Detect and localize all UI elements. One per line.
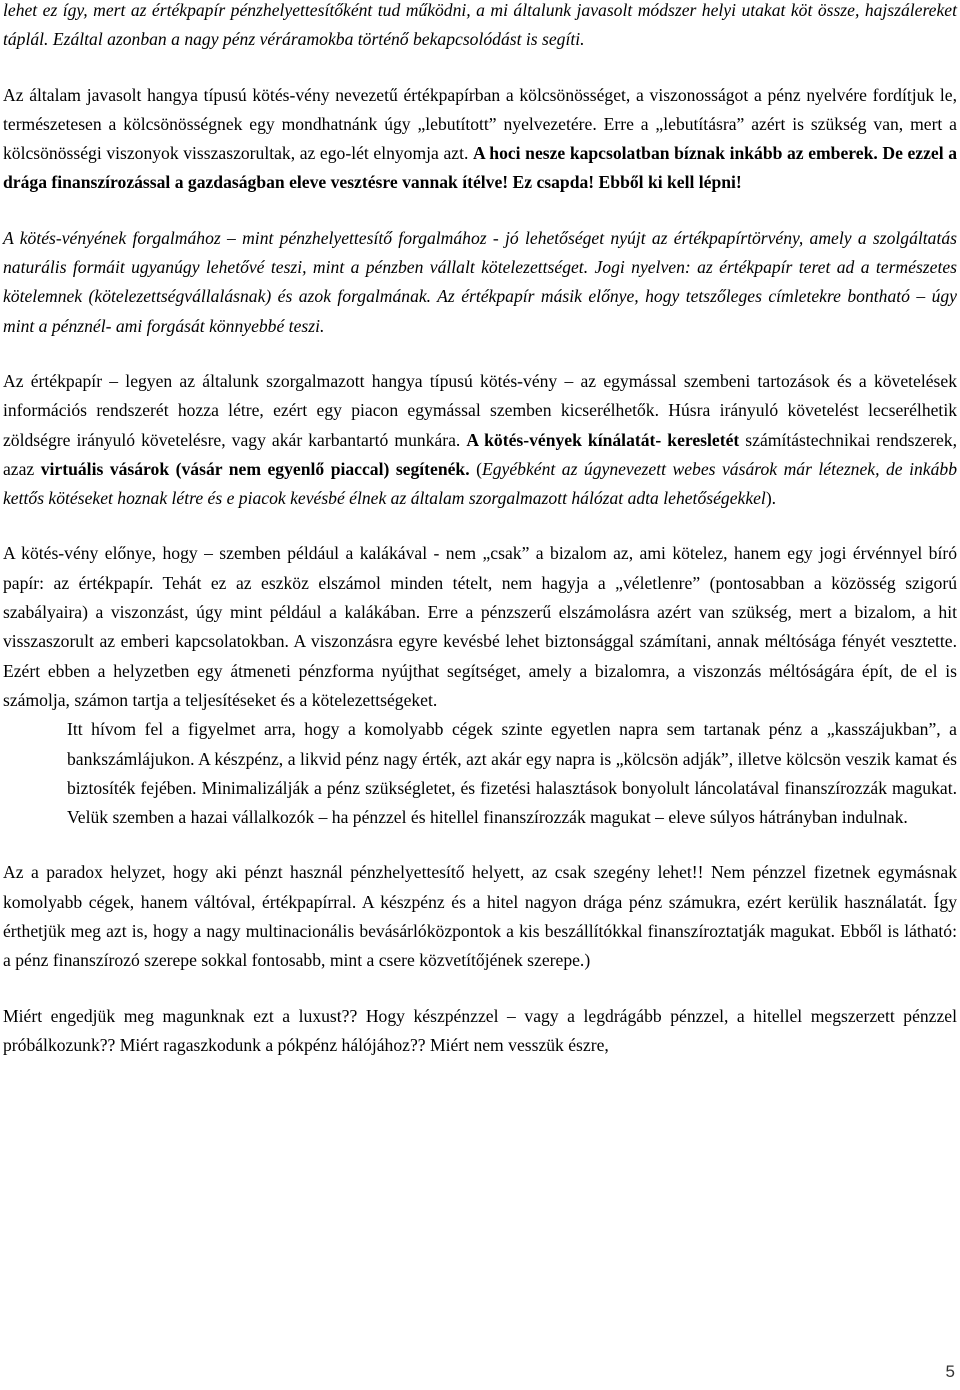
paragraph-why [3, 1002, 957, 1061]
bold-text-run: virtuális vásárok (vásár nem egyenlő piaccal) segítenék. [40, 458, 470, 479]
document-page [3, 0, 957, 1060]
text-run: ( [469, 458, 482, 479]
bold-text-run: A kötés-vények kínálatát- keresletét [466, 429, 740, 450]
paragraph-attention [3, 715, 957, 832]
paragraph-paradox [3, 858, 957, 975]
italic-text-run: lehet ez így, mert az értékpapír pénzhelyettesítőként tud működni, a mi általunk javasolt módszer helyi utakat köt össze, hajszálereket táplál. Ezáltal azonban a nagy pénz véráramokba történő bekapcsolódást is segíti. [3, 0, 957, 50]
paragraph-hangya-type [3, 81, 957, 198]
paragraph-securities [3, 367, 957, 513]
text-run: Miért engedjük meg magunknak ezt a luxust?? Hogy készpénzzel – vagy a legdrágább pénzzel, a hitellel megszerzett pénzzel próbálkozunk?? Miért ragaszkodunk a pókpénz hálójához?? Miért nem vesszük észre, [3, 1005, 957, 1055]
text-run: Itt hívom fel a figyelmet arra, hogy a komolyabb cégek szinte egyetlen napra sem tartanak pénz a „kasszájukban”, a bankszámlájukon. A készpénz, a likvid pénz nagy érték, azt akár egy napra is „kölcsön adják”, illetve kölcsön veszik kamat és biztosíték fejében. Minimalizálják a pénz szükségletet, és fizetési halasztások bonyolult láncolatával finanszírozzák magukat. Velük szemben a hazai vállalkozók – ha pénzzel és hitellel finanszírozzák magukat – eleve súlyos hátrányban indulnak. [67, 719, 957, 828]
paragraph-advantage [3, 539, 957, 715]
page-number: 5 [945, 1361, 955, 1381]
paragraph-circulation [3, 224, 957, 341]
italic-text-run: A kötés-vényének forgalmához – mint pénzhelyettesítő forgalmához - jó lehetőséget nyújt az értékpapírtörvény, amely a szolgáltatás naturális formáit ugyanúgy lehetővé teszi, mint a pénzben vállalt kötelezettséget. Jogi nyelven: az értékpapír teret ad a természetes kötelemnek (kötelezettségvállalásnak) és azok forgalmának. Az értékpapír másik előnye, hogy tetszőleges címletekre bontható – úgy mint a pénznél- ami forgását könnyebbé teszi. [3, 227, 957, 336]
text-run: Az a paradox helyzet, hogy aki pénzt használ pénzhelyettesítő helyett, az csak szegény lehet!! Nem pénzzel fizetnek egymásnak komolyabb cégek, hanem váltóval, értékpapírral. A készpénz és a hitel nagyon drága pénz számukra, ezért kerülik használatát. Így érthetjük meg azt is, hogy a nagy multinacionális bevásárlóközpontok a kis beszállítókkal finanszíroztatják magukat. Ebből is látható: a pénz finanszírozó szerepe sokkal fontosabb, mint a csere közvetítőjének szerepe.) [3, 862, 957, 971]
paragraph-intro-end [3, 0, 957, 55]
text-run: Az általam javasolt hangya típusú kötés-vény nevezetű értékpapírban a kölcsönösséget, a viszonosságot a pénz nyelvére fordítjuk le, természetesen a kölcsönösségnek egy mondhatnánk úgy „lebutított” nyelvezetére. Erre a „lebutításra” azért is szükség van, mert a kölcsönösségi viszonyok visszaszorultak, az ego-lét elnyomja azt. [3, 84, 957, 164]
text-run: Az értékpapír – legyen az általunk szorgalmazott hangya típusú kötés-vény – az egymással szembeni tartozások és a követelések információs rendszerét hozza létre, ezért egy piacon egymással szemben kicserélhetők. Húsra irányuló követelést lecserélhetik zöldségre irányuló követelésre, vagy akár karbantartó munkára. [3, 370, 957, 450]
bold-text-run: A hoci nesze kapcsolatban bíznak inkább az emberek. De ezzel a drága finanszírozással a gazdaságban eleve vesztésre vannak ítélve! Ez csapda! Ebből ki kell lépni! [3, 143, 957, 193]
text-run: ). [765, 488, 777, 509]
text-run: A kötés-vény előnye, hogy – szemben például a kalákával - nem „csak” a bizalom az, ami kötelez, hanem egy jogi érvénnyel bíró papír: az értékpapír. Tehát ez az eszköz elszámol minden tételt, nem hagyja a „véletlenre” (pontosabban a közösség szigorú szabályaira) a viszonzást, úgy mint például a kalákában. Erre a pénzszerű elszámolásra azért van szükség, mert a bizalom, a hit visszaszorult az emberi kapcsolatokban. A viszonzásra egyre kevésbé lehet biztonsággal számítani, annak méltósága fényét vesztette. Ezért ebben a helyzetben egy átmeneti pénzforma nyújthat segítséget, amely a bizalomra, a viszonzás méltóságára épít, de el is számolja, számon tartja a teljesítéseket és a kötelezettségeket. [3, 543, 957, 710]
text-run: számítástechnikai rendszerek, azaz [3, 429, 957, 479]
italic-text-run: Egyébként az úgynevezett webes vásárok már léteznek, de inkább kettős kötéseket hoznak létre és e piacok kevésbé élnek az általam szorgalmazott hálózat adta lehetőségekkel [3, 458, 957, 509]
